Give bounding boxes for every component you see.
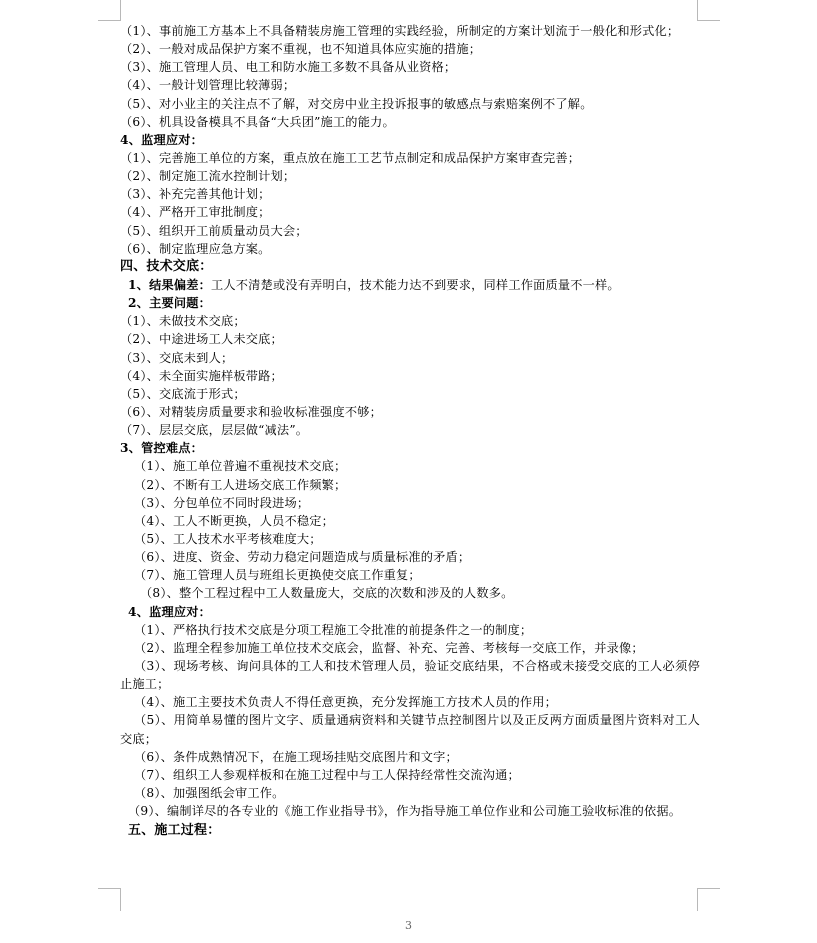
list-item: （9）、编制详尽的各专业的《施工作业指导书》，作为指导施工单位作业和公司施工验收标准的依据。 <box>128 804 682 819</box>
list-item: （5）、对小业主的关注点不了解，对交房中业主投诉报事的敏感点与索赔案例不了解。 <box>120 96 593 111</box>
list-item: （6）、进度、资金、劳动力稳定问题造成与质量标准的矛盾； <box>134 550 471 565</box>
paragraph-label: 1、结果偏差： <box>128 277 212 292</box>
list-item: （4）、未全面实施样板带路； <box>120 368 283 383</box>
list-item: （3）、补充完善其他计划； <box>120 187 271 202</box>
list-item: （6）、条件成熟情况下，在施工现场挂贴交底图片和文字； <box>134 749 458 764</box>
list-item: （8）、整个工程过程中工人数量庞大，交底的次数和涉及的人数多。 <box>140 586 514 601</box>
list-item: （3）、分包单位不同时段进场； <box>134 495 310 510</box>
paragraph: （1）、事前施工方基本上不具备精装房施工管理的实践经验，所制定的方案计划流于一般化和形式化； <box>120 24 680 38</box>
list-item: （4）、施工主要技术负责人不得任意更换，充分发挥施工方技术人员的作用； <box>134 695 558 710</box>
list-item: （7）、施工管理人员与班组长更换使交底工作重复； <box>134 568 421 583</box>
list-item: （5）、工人技术水平考核难度大； <box>134 531 322 546</box>
list-item: （5）、交底流于形式； <box>120 386 246 401</box>
list-item: （2）、监理全程参加施工单位技术交底会，监督、补充、完善、考核每一交底工作，并录像； <box>134 640 644 655</box>
page-body <box>120 22 700 840</box>
list-item: （7）、层层交底，层层做“减法”。 <box>120 423 309 438</box>
list-item: （6）、对精装房质量要求和验收标准强度不够； <box>120 404 382 419</box>
subsection-heading: 4、监理应对： <box>120 132 204 147</box>
list-item: （1）、完善施工单位的方案，重点放在施工工艺节点制定和成品保护方案审查完善； <box>120 151 581 165</box>
list-item: （2）、不断有工人进场交底工作频繁； <box>134 477 347 492</box>
list-item: （1）、严格执行技术交底是分项工程施工令批准的前提条件之一的制度； <box>134 622 533 637</box>
list-item: （2）、制定施工流水控制计划； <box>120 169 296 184</box>
paragraph-text: 工人不清楚或没有弄明白，技术能力达不到要求，同样工作面质量不一样。 <box>211 277 620 292</box>
list-item: （4）、一般计划管理比较薄弱； <box>120 78 296 93</box>
list-item: （2）、一般对成品保护方案不重视，也不知道具体应实施的措施； <box>120 42 482 57</box>
list-item: （5）、组织开工前质量动员大会； <box>120 223 308 238</box>
list-item: （3）、现场考核、询问具体的工人和技术管理人员，验证交底结果，不合格或未接受交底的工人必须停止施工； <box>120 658 700 692</box>
subsection-heading: 2、主要问题： <box>128 296 212 311</box>
subsection-heading: 3、管控难点： <box>120 441 204 456</box>
list-item: （1）、施工单位普遍不重视技术交底； <box>134 459 347 474</box>
list-item: （3）、交底未到人； <box>120 350 234 365</box>
list-item: （4）、工人不断更换，人员不稳定； <box>134 513 335 528</box>
crop-mark-top-left <box>98 0 121 21</box>
section-heading: 四、技术交底： <box>120 258 213 274</box>
paragraph <box>120 276 700 294</box>
crop-mark-bottom-left <box>98 888 121 911</box>
subsection-heading: 4、监理应对： <box>128 604 212 619</box>
section-heading: 五、施工过程： <box>128 823 221 839</box>
list-item: （7）、组织工人参观样板和在施工过程中与工人保持经常性交流沟通； <box>134 767 520 782</box>
list-item: （4）、严格开工审批制度； <box>120 205 271 220</box>
list-item: （3）、施工管理人员、电工和防水施工多数不具备从业资格； <box>120 60 457 75</box>
page-number: 3 <box>405 919 412 932</box>
crop-mark-bottom-right <box>697 888 720 911</box>
crop-mark-top-right <box>697 0 720 21</box>
list-item: （8）、加强图纸会审工作。 <box>134 785 285 800</box>
list-item: （2）、中途进场工人未交底； <box>120 332 283 347</box>
list-item: （1）、未做技术交底； <box>120 314 246 329</box>
list-item: （6）、制定监理应急方案。 <box>120 241 271 256</box>
list-item: （6）、机具设备模具不具备“大兵团”施工的能力。 <box>120 114 395 129</box>
list-item: （5）、用简单易懂的图片文字、质量通病资料和关键节点控制图片以及正反两方面质量图片资料对工人交底； <box>120 713 700 746</box>
